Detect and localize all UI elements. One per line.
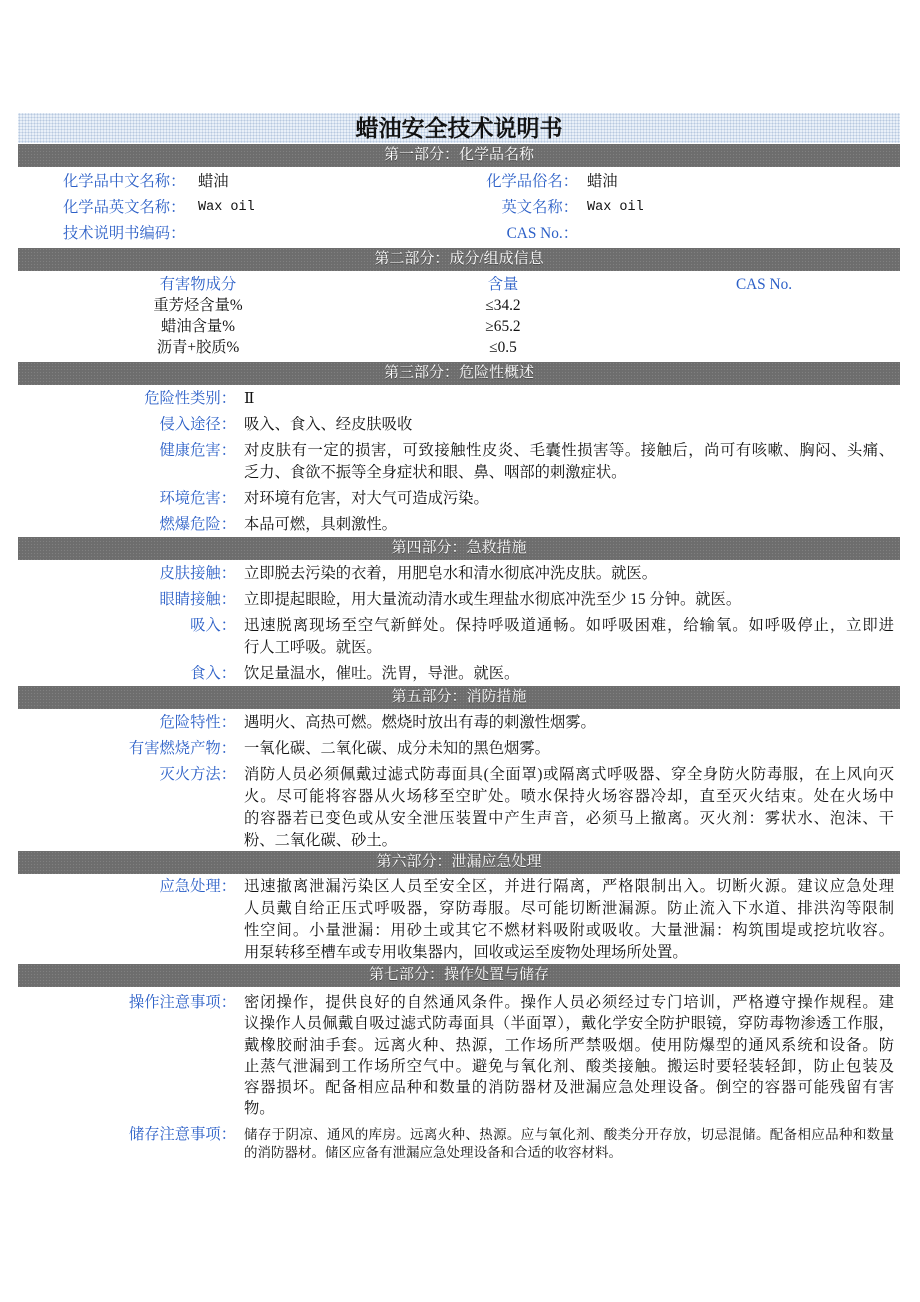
section-body-7 bbox=[18, 987, 900, 1172]
row-value bbox=[244, 738, 894, 760]
row-text-line: 立即脱去污染的衣着，用肥皂水和清水彻底冲洗皮肤。就医。 bbox=[244, 565, 658, 582]
document-title: 蜡油安全技术说明书 bbox=[18, 113, 900, 143]
row-eye-contact bbox=[18, 589, 900, 611]
section-body-1 bbox=[18, 167, 900, 248]
row-text-line: 密闭操作，提供良好的自然通风条件。操作人员必须经过专门培训，严格遵守操作规程。建 bbox=[244, 994, 894, 1011]
row-label: 危险特性： bbox=[159, 714, 236, 731]
sheet-code-label: 技术说明书编码： bbox=[63, 225, 186, 242]
cas-number-value bbox=[578, 221, 900, 247]
section-body-5 bbox=[18, 709, 900, 851]
row-text-line: 用泵转移至槽车或专用收集器内，回收或运至废物处理场所处置。 bbox=[244, 944, 688, 961]
row-value bbox=[244, 589, 894, 611]
row-text-line: 容器损坏。配备相应品种和数量的消防器材及泄漏应急处理设备。倒空的容器可能残留有害 bbox=[244, 1079, 894, 1097]
row-text-line: 行人工呼吸。就医。 bbox=[244, 639, 382, 656]
cas-cell bbox=[628, 316, 900, 337]
content-cell: ≥65.2 bbox=[485, 318, 521, 335]
row-label: 有害燃烧产物： bbox=[128, 740, 236, 757]
row-label: 应急处理： bbox=[159, 878, 236, 895]
row-label: 燃爆危险： bbox=[159, 516, 236, 533]
row-value bbox=[244, 663, 894, 685]
section-body-4 bbox=[18, 560, 900, 686]
component-cell: 蜡油含量% bbox=[161, 318, 235, 335]
row-label: 健康危害： bbox=[159, 442, 236, 459]
section-header-5: 第五部分：消防措施 bbox=[18, 686, 900, 709]
row-text-line: 迅速脱离现场至空气新鲜处。保持呼吸道通畅。如呼吸困难，给输氧。如呼吸停止，立即进 bbox=[244, 617, 894, 634]
column-header-component: 有害物成分 bbox=[159, 276, 237, 293]
row-value bbox=[244, 764, 894, 852]
common-name-value: 蜡油 bbox=[587, 173, 618, 190]
row-text-line: 储存于阴凉、通风的库房。远离火种、热源。应与氧化剂、酸类分开存放，切忌混储。配备相应品种和数量 bbox=[244, 1126, 894, 1142]
row-label: 皮肤接触： bbox=[159, 565, 236, 582]
section-header-2: 第二部分：成分/组成信息 bbox=[18, 248, 900, 271]
row-label: 危险性类别： bbox=[144, 390, 236, 407]
row-label: 环境危害： bbox=[159, 490, 236, 507]
cas-cell bbox=[628, 337, 900, 358]
row-text-line: 人员戴自给正压式呼吸器，穿防毒服。尽可能切断泄漏源。防止流入下水道、排洪沟等限制 bbox=[244, 900, 894, 917]
composition-table-header bbox=[18, 274, 900, 295]
row-label: 灭火方法： bbox=[159, 766, 236, 783]
msds-document bbox=[18, 113, 900, 1172]
row-fire-explosion-hazard bbox=[18, 514, 900, 536]
row-text-line: 戴橡胶耐油手套。远离火种、热源，工作场所严禁吸烟。使用防爆型的通风系统和设备。防 bbox=[244, 1036, 894, 1054]
row-label: 侵入途径： bbox=[159, 416, 236, 433]
row-ingestion bbox=[18, 663, 900, 685]
row-hazard-class bbox=[18, 388, 900, 410]
cas-cell bbox=[628, 295, 900, 316]
row-label: 眼睛接触： bbox=[159, 591, 236, 608]
field-row-chinese-name bbox=[18, 169, 900, 195]
section-header-4: 第四部分：急救措施 bbox=[18, 537, 900, 560]
english-name-label: 化学品英文名称： bbox=[63, 199, 186, 216]
row-value bbox=[244, 712, 894, 734]
row-storage-precautions bbox=[18, 1126, 900, 1162]
row-entry-route bbox=[18, 414, 900, 436]
section-header-7: 第七部分：操作处置与储存 bbox=[18, 964, 900, 987]
row-emergency-response bbox=[18, 876, 900, 964]
row-label: 食入： bbox=[190, 665, 236, 682]
english-name2-label: 英文名称： bbox=[501, 199, 578, 216]
row-text-line: 对皮肤有一定的损害，可致接触性皮炎、毛囊性损害等。接触后，尚可有咳嗽、胸闷、头痛、 bbox=[244, 442, 894, 459]
row-extinguishing-method bbox=[18, 764, 900, 852]
row-skin-contact bbox=[18, 563, 900, 585]
row-label: 吸入： bbox=[190, 617, 236, 634]
table-row bbox=[18, 295, 900, 316]
component-cell: 沥青+胶质% bbox=[156, 339, 240, 356]
row-environment-hazard bbox=[18, 488, 900, 510]
row-value bbox=[244, 876, 894, 964]
row-text-line: 的容器若已变色或从安全泄压装置中产生声音，必须马上撤离。灭火剂：雾状水、泡沫、干 bbox=[244, 810, 894, 827]
section-body-6 bbox=[18, 874, 900, 964]
row-value bbox=[244, 992, 894, 1120]
row-value bbox=[244, 440, 894, 484]
row-text-line: 饮足量温水，催吐。洗胃，导泄。就医。 bbox=[244, 665, 520, 682]
content-cell: ≤0.5 bbox=[489, 339, 517, 356]
row-text-line: 遇明火、高热可燃。燃烧时放出有毒的刺激性烟雾。 bbox=[244, 714, 596, 731]
row-text-line: 吸入、食入、经皮肤吸收 bbox=[244, 416, 413, 433]
row-handling-precautions bbox=[18, 992, 900, 1120]
row-text-line: 性空间。小量泄漏：用砂土或其它不燃材料吸附或吸收。大量泄漏：构筑围堤或挖坑收容。 bbox=[244, 922, 894, 939]
row-text-line: 一氧化碳、二氧化碳、成分未知的黑色烟雾。 bbox=[244, 740, 550, 757]
row-value bbox=[244, 615, 894, 659]
section-header-3: 第三部分：危险性概述 bbox=[18, 362, 900, 385]
english-name-value: Wax oil bbox=[198, 200, 255, 215]
row-text-line: Ⅱ bbox=[244, 390, 255, 407]
row-value bbox=[244, 414, 894, 436]
row-value bbox=[244, 1126, 894, 1162]
section-header-6: 第六部分：泄漏应急处理 bbox=[18, 851, 900, 874]
section-body-2 bbox=[18, 271, 900, 362]
row-text-line: 的消防器材。储区应备有泄漏应急处理设备和合适的收容材料。 bbox=[244, 1144, 622, 1160]
row-value bbox=[244, 388, 894, 410]
chinese-name-value: 蜡油 bbox=[198, 173, 229, 190]
row-text-line: 乏力、食欲不振等全身症状和眼、鼻、咽部的刺激症状。 bbox=[244, 464, 627, 481]
field-row-english-name bbox=[18, 195, 900, 221]
row-text-line: 止蒸气泄漏到工作场所空气中。避免与氧化剂、酸类接触。搬运时要轻装轻卸，防止包装及 bbox=[244, 1057, 894, 1075]
row-combustion-products bbox=[18, 738, 900, 760]
content-cell: ≤34.2 bbox=[485, 297, 521, 314]
row-text-line: 消防人员必须佩戴过滤式防毒面具(全面罩)或隔离式呼吸器、穿全身防火防毒服，在上风向灭 bbox=[244, 766, 894, 783]
row-hazard-property bbox=[18, 712, 900, 734]
row-value bbox=[244, 488, 894, 510]
row-text-line: 议操作人员佩戴自吸过滤式防毒面具（半面罩），戴化学安全防护眼镜，穿防毒物渗透工作服， bbox=[244, 1015, 894, 1033]
section-body-3 bbox=[18, 385, 900, 537]
table-row bbox=[18, 316, 900, 337]
column-header-cas: CAS No. bbox=[735, 276, 793, 293]
row-text-line: 立即提起眼睑，用大量流动清水或生理盐水彻底冲洗至少 15 分钟。就医。 bbox=[244, 591, 742, 608]
row-value bbox=[244, 563, 894, 585]
column-header-content: 含量 bbox=[487, 276, 519, 293]
row-inhalation bbox=[18, 615, 900, 659]
row-text-line: 物。 bbox=[244, 1100, 275, 1118]
component-cell: 重芳烃含量% bbox=[153, 297, 243, 314]
chinese-name-label: 化学品中文名称： bbox=[63, 173, 186, 190]
cas-number-label: CAS No.： bbox=[506, 225, 578, 242]
row-health-hazard bbox=[18, 440, 900, 484]
row-text-line: 本品可燃，具刺激性。 bbox=[244, 516, 397, 533]
row-label: 储存注意事项： bbox=[128, 1125, 236, 1143]
row-text-line: 火。尽可能将容器从火场移至空旷处。喷水保持火场容器冷却，直至灭火结束。处在火场中 bbox=[244, 788, 894, 805]
english-name2-value: Wax oil bbox=[587, 200, 644, 215]
sheet-code-value bbox=[198, 221, 398, 247]
common-name-label: 化学品俗名： bbox=[486, 173, 578, 190]
row-text-line: 迅速撤离泄漏污染区人员至安全区，并进行隔离，严格限制出入。切断火源。建议应急处理 bbox=[244, 878, 894, 895]
row-label: 操作注意事项： bbox=[128, 994, 236, 1011]
row-value bbox=[244, 514, 894, 536]
row-text-line: 对环境有危害，对大气可造成污染。 bbox=[244, 490, 489, 507]
table-row bbox=[18, 337, 900, 358]
section-header-1: 第一部分：化学品名称 bbox=[18, 144, 900, 167]
row-text-line: 粉、二氧化碳、砂土。 bbox=[244, 832, 397, 849]
field-row-code bbox=[18, 221, 900, 247]
